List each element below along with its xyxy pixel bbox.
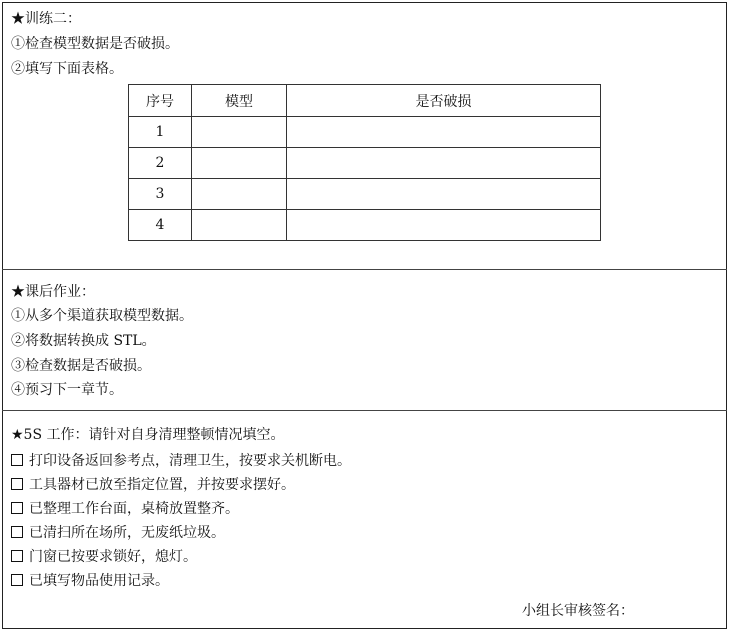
model-cell[interactable] (192, 179, 287, 210)
header-index: 序号 (129, 85, 192, 117)
checklist-label: 已整理工作台面，桌椅放置整齐。 (29, 501, 239, 517)
table-header-row (129, 85, 601, 117)
homework-item-1: ①从多个渠道获取模型数据。 (11, 308, 193, 324)
fives-heading: ★5S 工作：请针对自身清理整顿情况填空。 (11, 427, 285, 443)
row-index: 3 (129, 179, 192, 210)
checklist-item (11, 524, 225, 542)
header-broken: 是否破损 (287, 85, 601, 117)
checklist-label: 已清扫所在场所，无废纸垃圾。 (29, 525, 225, 541)
broken-cell[interactable] (287, 210, 601, 241)
broken-cell[interactable] (287, 179, 601, 210)
row-index: 2 (129, 148, 192, 179)
header-model: 模型 (192, 85, 287, 117)
table-row (129, 179, 601, 210)
group-leader-signature-label: 小组长审核签名： (522, 603, 634, 619)
checklist-item (11, 572, 169, 590)
checkbox[interactable] (11, 526, 23, 538)
model-cell[interactable] (192, 117, 287, 148)
checkbox[interactable] (11, 574, 23, 586)
homework-item-3: ③检查数据是否破损。 (11, 358, 151, 374)
section-divider (2, 269, 727, 270)
checklist-label: 工具器材已放至指定位置，并按要求摆好。 (29, 477, 295, 493)
homework-item-4: ④预习下一章节。 (11, 382, 123, 398)
checklist-item (11, 476, 295, 494)
training2-item-2: ②填写下面表格。 (11, 61, 123, 77)
broken-cell[interactable] (287, 148, 601, 179)
table-row (129, 210, 601, 241)
checkbox[interactable] (11, 478, 23, 490)
table-row (129, 117, 601, 148)
broken-cell[interactable] (287, 117, 601, 148)
checklist-item (11, 500, 239, 518)
homework-heading: ★课后作业： (11, 284, 95, 300)
checklist-label: 已填写物品使用记录。 (29, 573, 169, 589)
checklist-label: 打印设备返回参考点，清理卫生，按要求关机断电。 (29, 453, 351, 469)
homework-item-2: ②将数据转换成 STL。 (11, 333, 156, 349)
checkbox[interactable] (11, 454, 23, 466)
checklist-item (11, 452, 351, 470)
model-cell[interactable] (192, 210, 287, 241)
training2-heading: ★训练二： (11, 11, 81, 27)
checkbox[interactable] (11, 550, 23, 562)
model-cell[interactable] (192, 148, 287, 179)
table-row (129, 148, 601, 179)
checklist-item (11, 548, 197, 566)
training2-item-1: ①检查模型数据是否破损。 (11, 36, 179, 52)
row-index: 4 (129, 210, 192, 241)
damage-check-table (128, 84, 601, 241)
checkbox[interactable] (11, 502, 23, 514)
checklist-label: 门窗已按要求锁好，熄灯。 (29, 549, 197, 565)
section-divider (2, 410, 727, 411)
row-index: 1 (129, 117, 192, 148)
